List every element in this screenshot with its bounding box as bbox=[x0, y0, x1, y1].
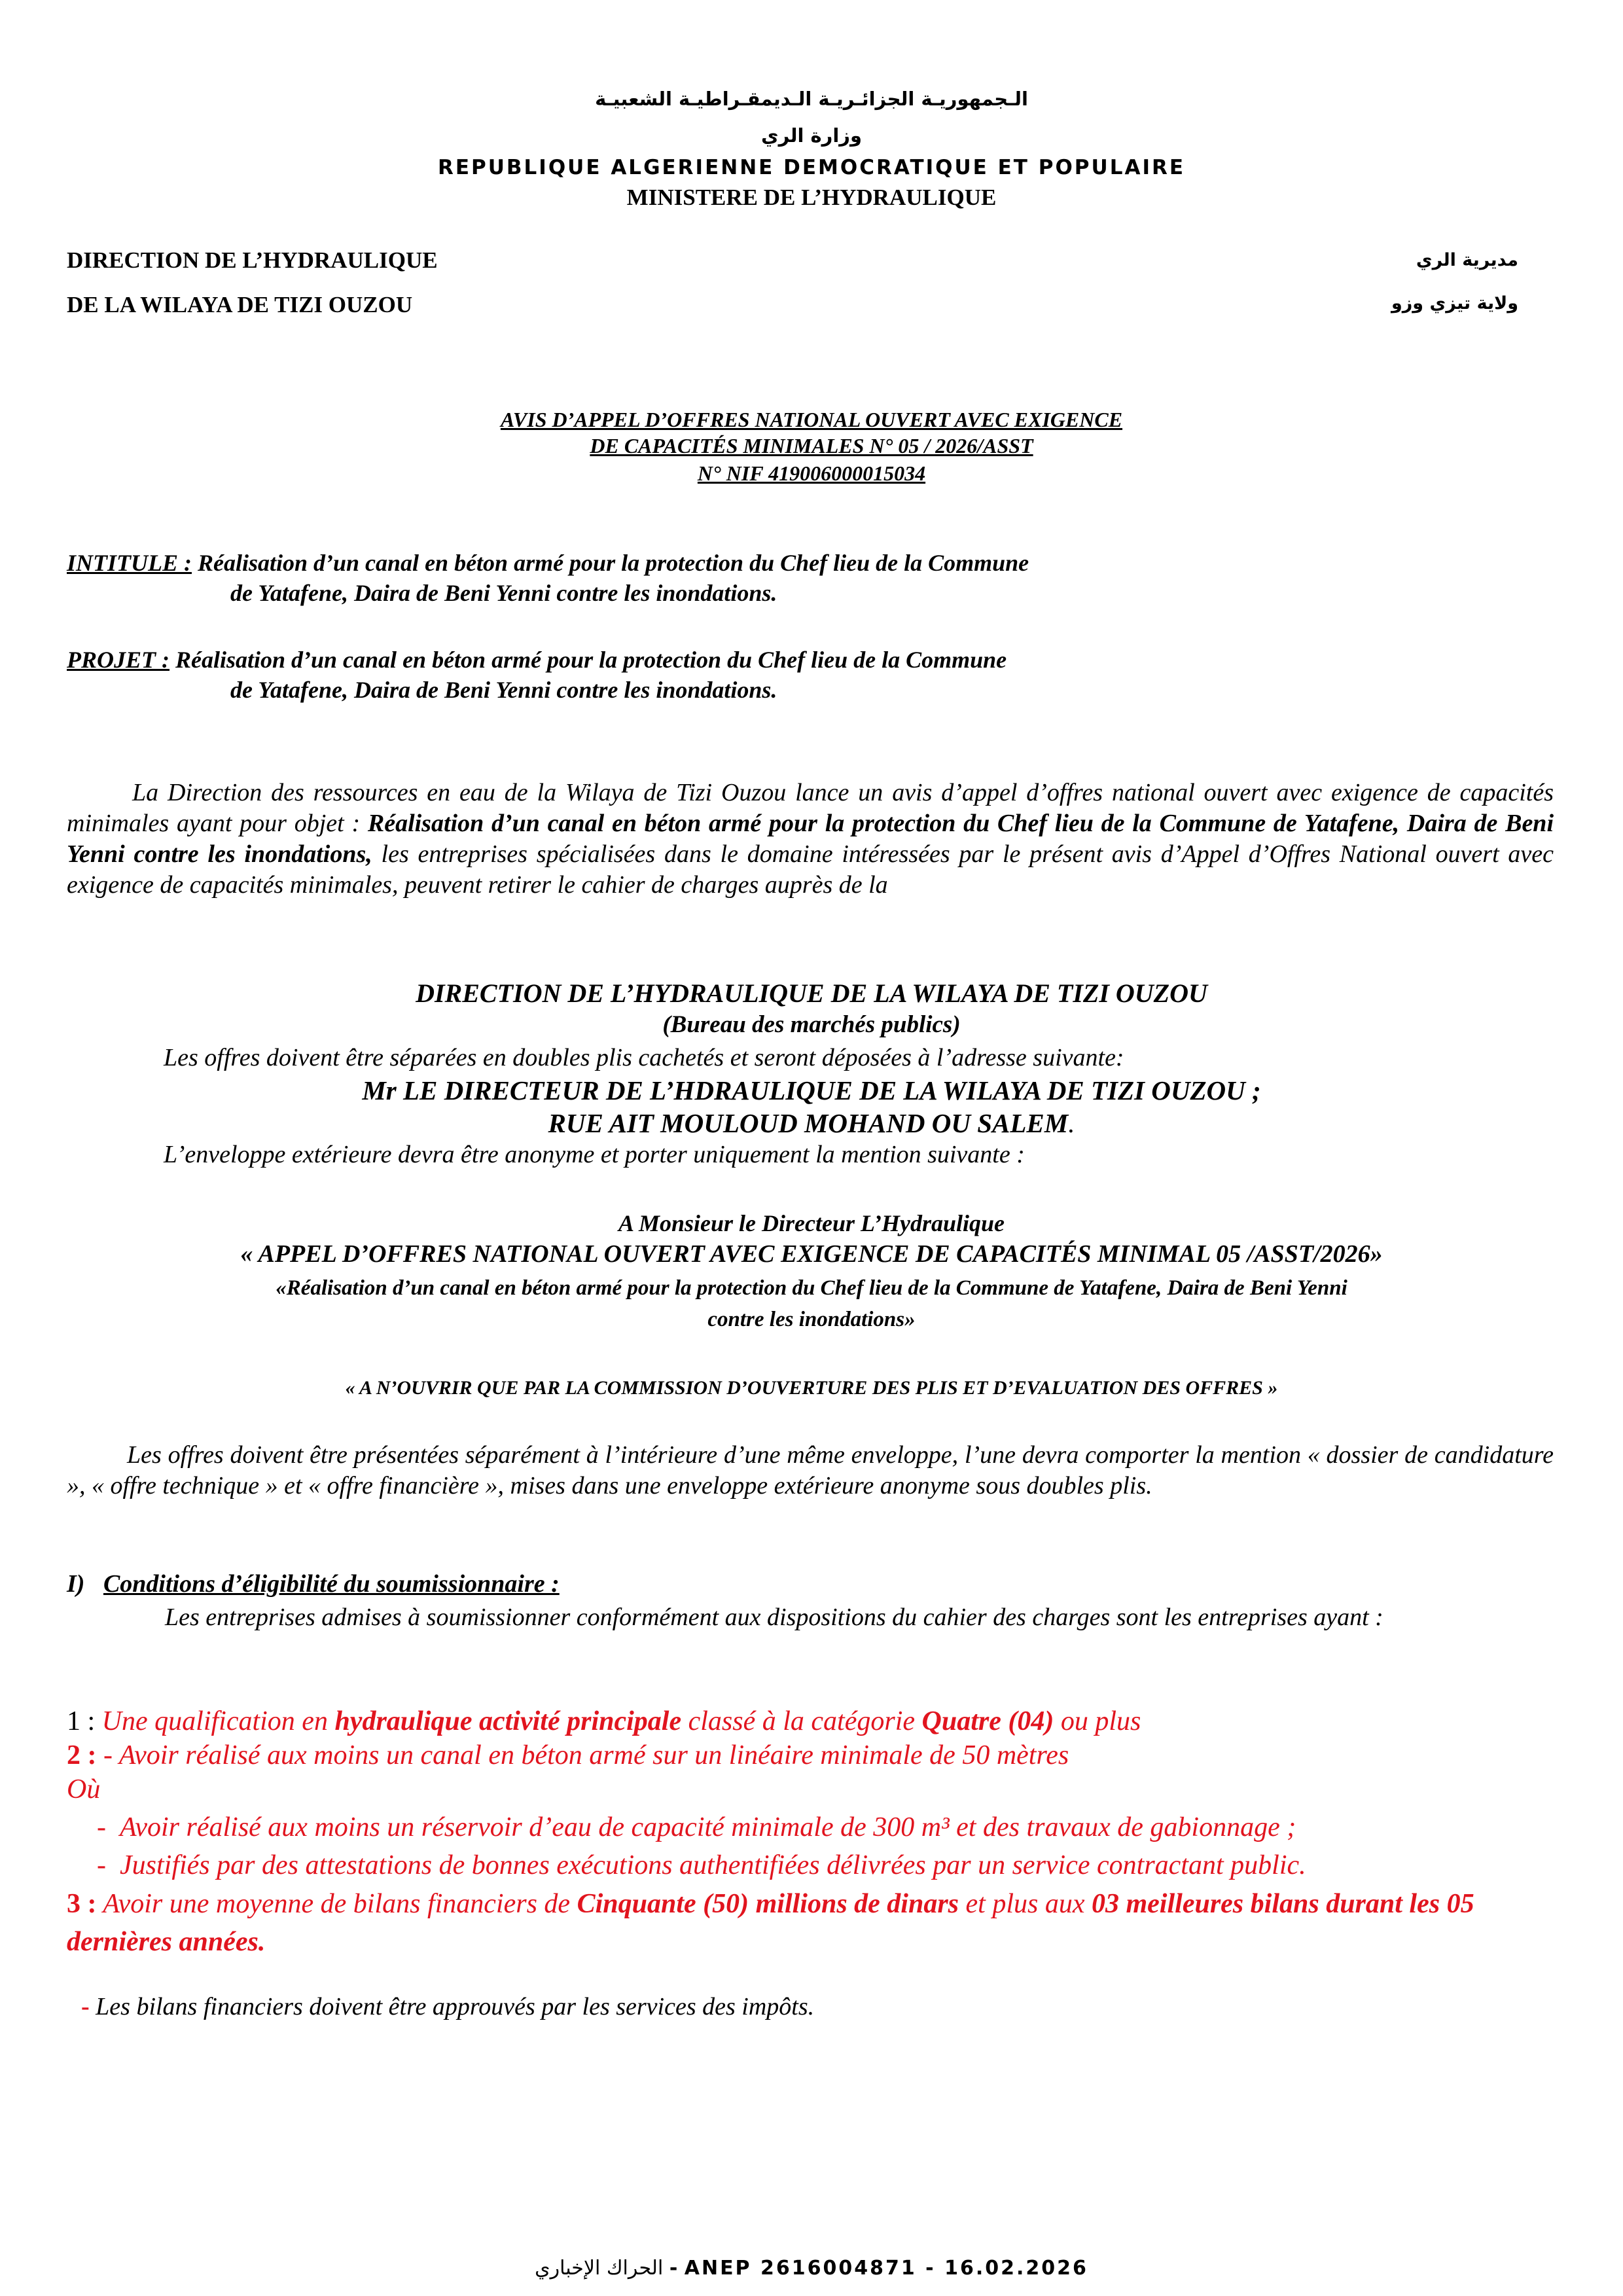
bilans-note bbox=[81, 1992, 814, 2021]
mention-objet1: «Réalisation d’un canal en béton armé pour la protection du Chef lieu de la Commune de Yatafene, Daira de Beni Yenni bbox=[276, 1276, 1347, 1300]
bilans-text: Les bilans financiers doivent être approuvés par les services des impôts. bbox=[89, 1993, 815, 2020]
header-arabic-ministry: وزارة الري bbox=[760, 124, 863, 147]
direction-right-line2: ولاية تيزي وزو bbox=[1391, 293, 1518, 314]
avis-title-line3: N° NIF 419006000015034 bbox=[697, 461, 926, 485]
footer bbox=[0, 2257, 1623, 2280]
direction-right-line1: مديرية الري bbox=[1416, 250, 1518, 270]
conditions-title: Conditions d’éligibilité du soumissionnaire : bbox=[103, 1570, 560, 1598]
header-french-ministry: MINISTERE DE L’HYDRAULIQUE bbox=[626, 185, 997, 210]
projet bbox=[67, 645, 1007, 674]
address-enveloppe-text: L’enveloppe extérieure devra être anonyme et porter uniquement la mention suivante : bbox=[164, 1141, 1025, 1168]
condition-3-text-a: Avoir une moyenne de bilans financiers de bbox=[96, 1889, 577, 1919]
intitule-text1: Réalisation d’un canal en béton armé pour la protection du Chef lieu de la Commune bbox=[192, 550, 1029, 576]
condition-1-activity: hydraulique activité principale bbox=[334, 1706, 682, 1736]
mention-ao: « APPEL D’OFFRES NATIONAL OUVERT AVEC EXIGENCE DE CAPACITÉS MINIMAL 05 /ASST/2026» bbox=[240, 1240, 1383, 1268]
condition-3-period: 03 meilleures bilans durant les 05 dernières années. bbox=[67, 1889, 1474, 1957]
address-direction: DIRECTION DE L’HYDRAULIQUE DE LA WILAYA DE TIZI OUZOU bbox=[416, 978, 1207, 1008]
header-french-republic: REPUBLIQUE ALGERIENNE DEMOCRATIQUE ET POPULAIRE bbox=[437, 156, 1186, 179]
condition-3-amount: Cinquante (50) millions de dinars bbox=[577, 1889, 959, 1919]
address-rue-line bbox=[0, 1107, 1623, 1139]
projet-label: PROJET : bbox=[67, 647, 169, 673]
condition-2-sub2-row: - Justifiés par des attestations de bonnes exécutions authentifiées délivrées par un service contractant public. bbox=[97, 1850, 1306, 1880]
direction-left-line2: DE LA WILAYA DE TIZI OUZOU bbox=[67, 292, 413, 317]
projet-text1: Réalisation d’un canal en béton armé pour la protection du Chef lieu de la Commune bbox=[169, 647, 1007, 673]
address-directeur: Mr LE DIRECTEUR DE L’HDRAULIQUE DE LA WILAYA DE TIZI OUZOU ; bbox=[362, 1075, 1261, 1105]
condition-2 bbox=[67, 1738, 1069, 1772]
intitule-label: INTITULE : bbox=[67, 550, 192, 576]
intro-text: La Direction des ressources en eau de la Wilaya de Tizi Ouzou lance un avis d’appel d’offres national ouvert avec exigence de capacités minimales ayant pour objet : bbox=[67, 779, 1554, 837]
mention-objet2: contre les inondations» bbox=[707, 1308, 916, 1331]
footer-arabic: الحراك الإخباري bbox=[535, 2257, 664, 2280]
condition-1-text-c: classé à la catégorie bbox=[681, 1706, 922, 1736]
projet-text2: de Yatafene, Daira de Beni Yenni contre les inondations. bbox=[230, 677, 777, 703]
condition-2-sub2: Justifiés par des attestations de bonnes exécutions authentifiées délivrées par un service contractant public. bbox=[120, 1850, 1306, 1880]
avis-title-line2: DE CAPACITÉS MINIMALES N° 05 / 2026/ASST bbox=[590, 434, 1033, 457]
address-offres-text: Les offres doivent être séparées en doubles plis cachetés et seront déposées à l’adresse suivante: bbox=[164, 1044, 1124, 1071]
conditions-number: I) bbox=[67, 1570, 85, 1598]
address-bureau: (Bureau des marchés publics) bbox=[662, 1011, 961, 1038]
intro-text-end: les entreprises spécialisées dans le domaine intéressées par le présent avis d’Appel d’Offres National ouvert avec exigence de capacités minimales, peuvent retirer le cahier de charges auprès de la bbox=[67, 840, 1554, 899]
mention-ne-pas-ouvrir: « A N’OUVRIR QUE PAR LA COMMISSION D’OUVERTURE DES PLIS ET D’EVALUATION DES OFFRES » bbox=[345, 1377, 1278, 1399]
header-arabic-republic: الـجمهوريـة الجزائـريـة الـديمقـراطيـة الشعبيـة bbox=[595, 88, 1028, 110]
bilans-dash: - bbox=[81, 1993, 90, 2020]
avis-title-line1: AVIS D’APPEL D’OFFRES NATIONAL OUVERT AVEC EXIGENCE bbox=[500, 408, 1123, 431]
condition-2-sub1-row: - Avoir réalisé aux moins un réservoir d’eau de capacité minimale de 300 m³ et des travaux de gabionnage ; bbox=[97, 1812, 1296, 1842]
mention-to: A Monsieur le Directeur L’Hydraulique bbox=[618, 1210, 1005, 1236]
intitule-text2: de Yatafene, Daira de Beni Yenni contre les inondations. bbox=[230, 580, 777, 606]
address-rue: RUE AIT MOULOUD MOHAND OU SALEM bbox=[548, 1108, 1069, 1138]
condition-3-text-c: et plus aux bbox=[959, 1889, 1092, 1919]
condition-1-number: 1 : bbox=[67, 1706, 96, 1736]
condition-1-text-e: ou plus bbox=[1054, 1706, 1141, 1736]
condition-2-text: - Avoir réalisé aux moins un canal en béton armé sur un linéaire minimale de 50 mètres bbox=[96, 1740, 1069, 1770]
intro-paragraph bbox=[67, 778, 1554, 901]
condition-1-text-a: Une qualification en bbox=[95, 1706, 335, 1736]
intitule bbox=[67, 548, 1029, 577]
address-rue-end: . bbox=[1068, 1108, 1075, 1138]
footer-ref: - ANEP 2616004871 - 16.02.2026 bbox=[669, 2257, 1088, 2280]
direction-left-line1: DIRECTION DE L’HYDRAULIQUE bbox=[67, 247, 438, 273]
condition-3 bbox=[67, 1885, 1560, 1961]
conditions-intro: Les entreprises admises à soumissionner conformément aux dispositions du cahier des charges sont les entreprises ayant : bbox=[165, 1604, 1383, 1631]
condition-2-sub1: Avoir réalisé aux moins un réservoir d’eau de capacité minimale de 300 m³ et des travaux de gabionnage ; bbox=[120, 1812, 1296, 1842]
conditions-heading bbox=[67, 1570, 560, 1598]
condition-3-number: 3 : bbox=[67, 1889, 97, 1919]
intro-object: Réalisation d’un canal en béton armé pour la protection du Chef lieu de la Commune de Yatafene, Daira de Beni Yenni contre les inondations, bbox=[67, 810, 1554, 868]
offres-presentation: Les offres doivent être présentées séparément à l’intérieure d’une même enveloppe, l’une devra comporter la mention « dossier de candidature », « offre technique » et « offre financière », mises dans une enveloppe extérieure anonyme sous doubles plis. bbox=[67, 1441, 1554, 1499]
condition-ou: Où bbox=[67, 1774, 101, 1804]
condition-2-number: 2 : bbox=[67, 1740, 97, 1770]
condition-1-category: Quatre (04) bbox=[921, 1706, 1054, 1736]
condition-1 bbox=[67, 1704, 1141, 1738]
